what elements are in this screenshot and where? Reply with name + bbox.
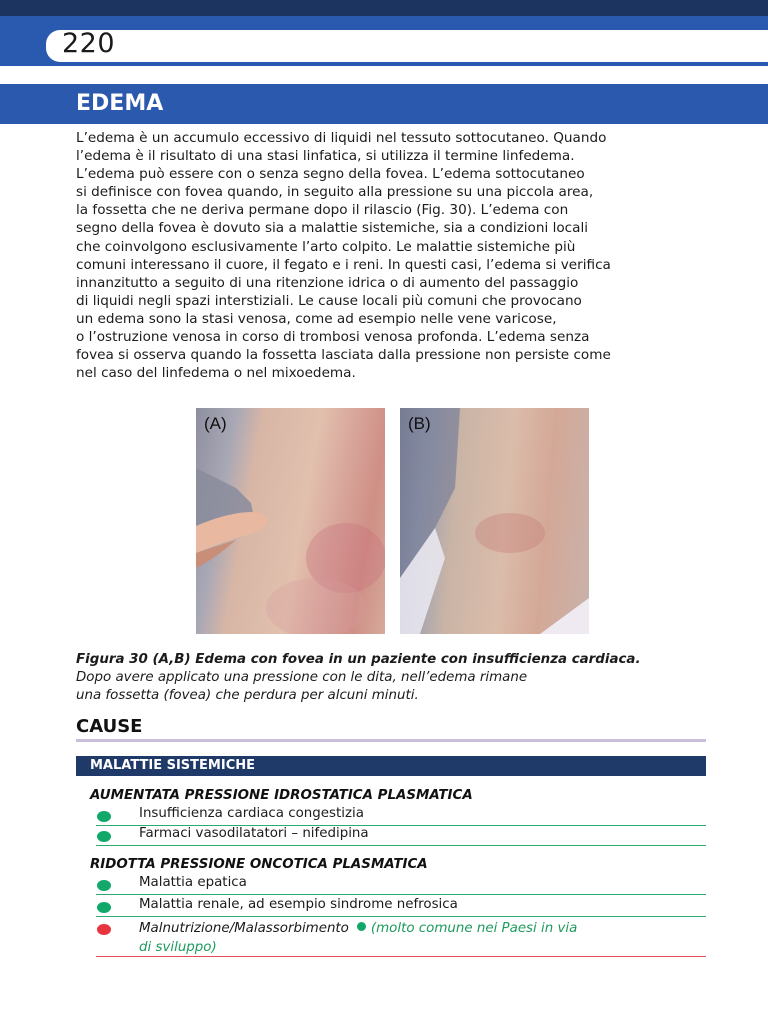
body-line: innanzitutto a seguito di una ritenzione idrica o di aumento del passaggio bbox=[76, 274, 579, 291]
photo-b-illustration bbox=[400, 408, 589, 634]
list-item bbox=[96, 897, 706, 917]
section-title: EDEMA bbox=[76, 91, 164, 116]
group-title-hydrostatic: AUMENTATA PRESSIONE IDROSTATICA PLASMATICA bbox=[90, 788, 473, 803]
photo-a-illustration bbox=[196, 408, 385, 634]
note-dot-icon bbox=[357, 922, 366, 931]
body-line: L’edema è un accumulo eccessivo di liquidi nel tessuto sottocutaneo. Quando bbox=[76, 130, 607, 146]
caption-line: una fossetta (fovea) che perdura per alcuni minuti. bbox=[76, 688, 419, 704]
rare-dot-icon bbox=[97, 924, 111, 935]
list-item-label: Malattia renale, ad esempio sindrome nefrosica bbox=[139, 897, 458, 912]
list-item-label: Malattia epatica bbox=[139, 875, 247, 890]
common-dot-icon bbox=[97, 831, 111, 842]
common-dot-icon bbox=[97, 811, 111, 822]
figure-photo-a bbox=[196, 408, 385, 634]
figure-caption bbox=[76, 651, 716, 706]
body-line: L’edema può essere con o senza segno della fovea. L’edema sottocutaneo bbox=[76, 166, 585, 183]
item-underline bbox=[96, 845, 706, 846]
causes-divider bbox=[76, 739, 706, 742]
figure-label-a: (A) bbox=[204, 414, 227, 433]
body-line: si definisce con fovea quando, in seguito alla pressione su una piccola area, bbox=[76, 184, 594, 201]
body-line: l’edema è il risultato di una stasi linfatica, si utilizza il termine linfedema. bbox=[76, 148, 575, 165]
caption-title: Figura 30 (A,B) Edema con fovea in un paziente con insufficienza cardiaca. bbox=[76, 652, 641, 667]
figure-label-b: (B) bbox=[408, 414, 431, 433]
systemic-diseases-heading: MALATTIE SISTEMICHE bbox=[90, 758, 255, 773]
body-line: fovea si osserva quando la fossetta lasciata dalla pressione non persiste come bbox=[76, 347, 611, 364]
body-line: un edema sono la stasi venosa, come ad esempio nelle vene varicose, bbox=[76, 310, 557, 327]
list-item bbox=[96, 875, 706, 895]
group-title-oncotic: RIDOTTA PRESSIONE ONCOTICA PLASMATICA bbox=[90, 857, 428, 872]
list-item-label: Farmaci vasodilatatori – nifedipina bbox=[139, 826, 369, 841]
body-paragraph bbox=[76, 129, 716, 382]
item-underline bbox=[96, 916, 706, 917]
item-underline bbox=[96, 956, 706, 957]
body-line: la fossetta che ne deriva permane dopo il rilascio (Fig. 30). L’edema con bbox=[76, 202, 569, 219]
common-dot-icon bbox=[97, 902, 111, 913]
body-line: o l’ostruzione venosa in corso di trombosi venosa profonda. L’edema senza bbox=[76, 329, 590, 346]
page-number-tab bbox=[46, 30, 768, 62]
causes-title: CAUSE bbox=[76, 716, 143, 737]
list-item-note-continuation: di sviluppo) bbox=[139, 940, 217, 955]
caption-line: Dopo avere applicato una pressione con le dita, nell’edema rimane bbox=[76, 670, 528, 686]
header-dark-strip bbox=[0, 0, 768, 16]
body-line: che coinvolgono esclusivamente l’arto colpito. Le malattie sistemiche più bbox=[76, 238, 576, 255]
body-line: nel caso del linfedema o nel mixoedema. bbox=[76, 365, 356, 382]
page-number: 220 bbox=[62, 28, 116, 59]
body-line: segno della fovea è dovuto sia a malattie sistemiche, sia a condizioni locali bbox=[76, 220, 589, 237]
body-line: di liquidi negli spazi interstiziali. Le cause locali più comuni che provocano bbox=[76, 292, 582, 309]
list-item bbox=[96, 919, 706, 957]
list-item bbox=[96, 826, 706, 846]
item-underline bbox=[96, 894, 706, 895]
list-item-label: Insufficienza cardiaca congestizia bbox=[139, 806, 364, 821]
body-line: comuni interessano il cuore, il fegato e i reni. In questi casi, l’edema si verifica bbox=[76, 256, 611, 273]
common-dot-icon bbox=[97, 880, 111, 891]
list-item bbox=[96, 806, 706, 826]
list-item-note: (molto comune nei Paesi in via bbox=[370, 921, 578, 936]
list-item-text: Malnutrizione/Malassorbimento bbox=[139, 921, 349, 936]
list-item-label bbox=[139, 919, 577, 957]
figure-photo-b bbox=[400, 408, 589, 634]
